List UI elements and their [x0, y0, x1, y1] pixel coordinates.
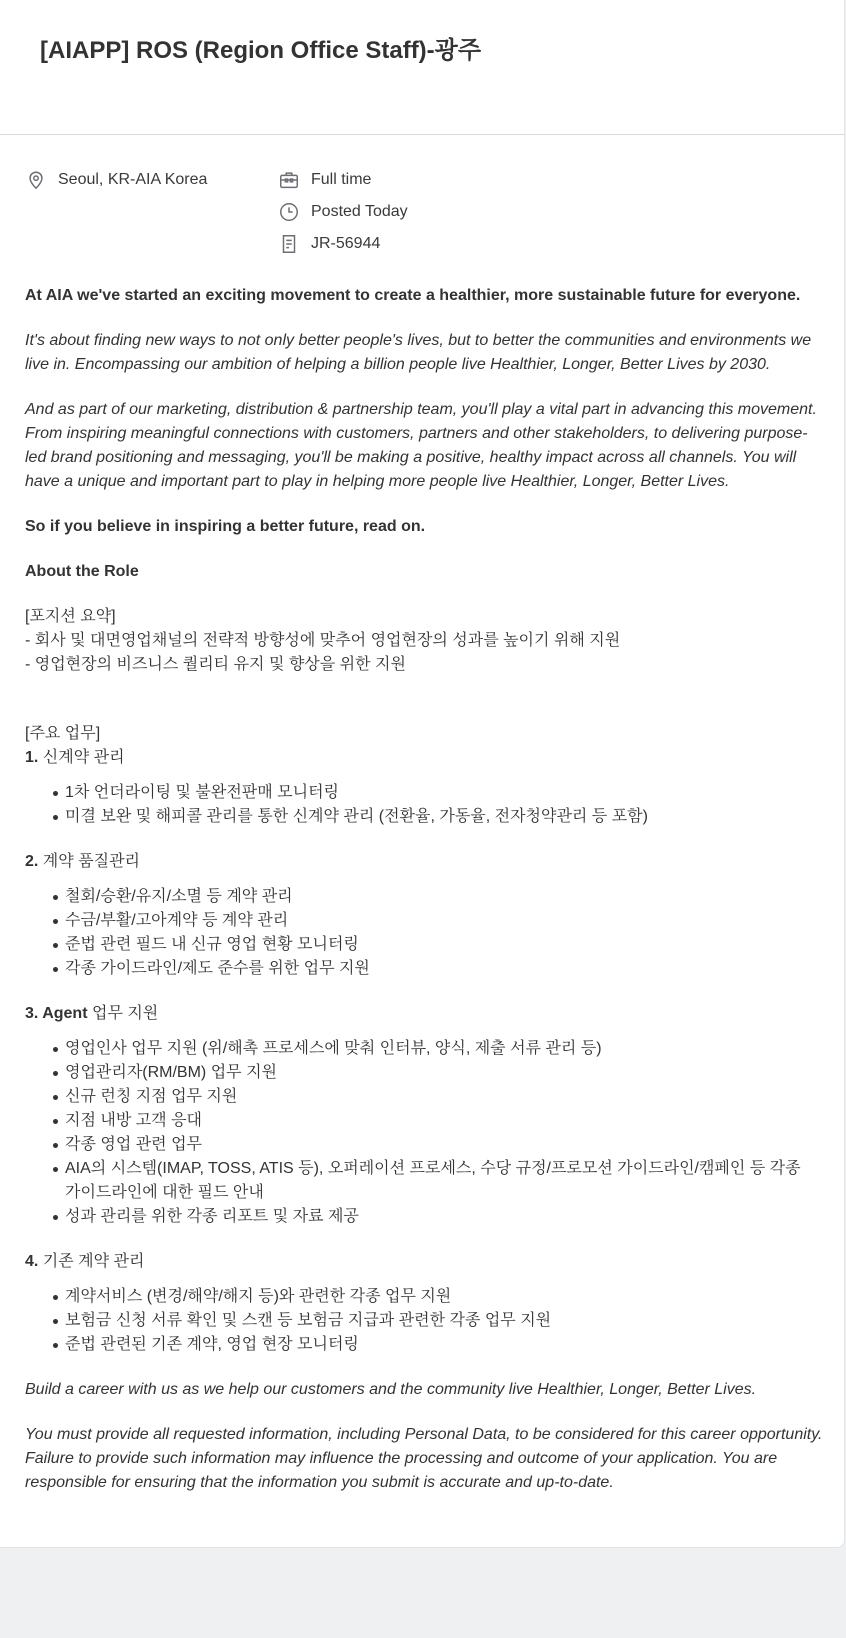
meta-job-id [278, 232, 380, 256]
map-pin-icon [25, 169, 47, 191]
list-item: 보험금 신청 서류 확인 및 스캔 등 보험금 지급과 관련한 각종 업무 지원 [65, 1309, 825, 1333]
list-item: 1차 언더라이팅 및 불완전판매 모니터링 [65, 781, 825, 805]
list-item: 성과 관리를 위한 각종 리포트 및 자료 제공 [65, 1205, 805, 1229]
duty-list [25, 1037, 805, 1229]
header-divider [0, 134, 845, 135]
list-item: 영업관리자(RM/BM) 업무 지원 [65, 1061, 805, 1085]
duty-section-heading: 1. 신계약 관리 [25, 749, 125, 766]
intro-paragraph-1: It's about finding new ways to not only better people's lives, but to better the communities and environments we live in. Encompassing our ambition of helping a billion people live Healthier, Longer, Better Lives by 2030. [25, 332, 812, 373]
list-item: 영업인사 업무 지원 (위/해촉 프로세스에 맞춰 인터뷰, 양식, 제출 서류 관리 등) [65, 1037, 805, 1061]
duty-section-heading: 2. 계약 품질관리 [25, 853, 140, 870]
duty-list [25, 781, 825, 829]
document-icon [278, 233, 300, 255]
job-id-text: JR-56944 [311, 235, 381, 252]
duty-list [25, 1285, 825, 1357]
duty-section-heading: 4. 기존 계약 관리 [25, 1253, 145, 1270]
summary-line-1: - 회사 및 대면영업채널의 전략적 방향성에 맞추어 영업현장의 성과를 높이기 위해 지원 [25, 632, 621, 649]
time-type-text: Full time [311, 171, 372, 188]
meta-location [25, 168, 207, 192]
summary-line-2: - 영업현장의 비즈니스 퀄리티 유지 및 향상을 위한 지원 [25, 656, 406, 673]
closing-paragraph-2: You must provide all requested information, including Personal Data, to be considered for this career opportunity. Failure to provide such information may influence the processing and outcome of your application. You are responsible for ensuring that the information you submit is accurate and up-to-date. [25, 1426, 823, 1491]
closing-paragraph-1: Build a career with us as we help our customers and the community live Healthier, Longer, Better Lives. [25, 1381, 757, 1398]
job-description [25, 284, 825, 1495]
posted-text: Posted Today [311, 203, 408, 220]
list-item: 철회/승환/유지/소멸 등 계약 관리 [65, 885, 825, 909]
location-text: Seoul, KR-AIA Korea [58, 171, 208, 188]
list-item: 준법 관련된 기존 계약, 영업 현장 모니터링 [65, 1333, 825, 1357]
list-item: 수금/부활/고아계약 등 계약 관리 [65, 909, 825, 933]
intro-paragraph-2: And as part of our marketing, distribution & partnership team, you'll play a vital part in advancing this movement. From inspiring meaningful connections with customers, partners and other stakeholders, to delivering purpose-led brand positioning and messaging, you'll be making a positive, healthy impact across all channels. You will have a unique and important part to play in helping more people live Healthier, Longer, Better Lives. [25, 401, 817, 490]
list-item: 신규 런칭 지점 업무 지원 [65, 1085, 805, 1109]
job-title: [AIAPP] ROS (Region Office Staff)-광주 [40, 37, 482, 64]
duty-section-heading: 3. Agent 업무 지원 [25, 1005, 159, 1022]
list-item: 각종 영업 관련 업무 [65, 1133, 805, 1157]
list-item: 지점 내방 고객 응대 [65, 1109, 805, 1133]
list-item: 준법 관련 필드 내 신규 영업 현황 모니터링 [65, 933, 825, 957]
list-item: AIA의 시스템(IMAP, TOSS, ATIS 등), 오퍼레이션 프로세스, 수당 규정/프로모션 가이드라인/캠페인 등 각종 가이드라인에 대한 필드 안내 [65, 1157, 805, 1205]
meta-time-type [278, 168, 371, 192]
list-item: 미결 보완 및 해피콜 관리를 통한 신계약 관리 (전환율, 가동율, 전자청약관리 등 포함) [65, 805, 825, 829]
summary-heading: [포지션 요약] [25, 608, 116, 625]
intro-headline: At AIA we've started an exciting movement to create a healthier, more sustainable future for everyone. [25, 287, 801, 304]
duty-list [25, 885, 825, 981]
duties-heading: [주요 업무] [25, 725, 101, 742]
about-role-heading: About the Role [25, 563, 139, 580]
clock-icon [278, 201, 300, 223]
list-item: 계약서비스 (변경/해약/해지 등)와 관련한 각종 업무 지원 [65, 1285, 825, 1309]
meta-posted [278, 200, 408, 224]
list-item: 각종 가이드라인/제도 준수를 위한 업무 지원 [65, 957, 825, 981]
intro-cta: So if you believe in inspiring a better future, read on. [25, 518, 426, 535]
briefcase-icon [278, 169, 300, 191]
